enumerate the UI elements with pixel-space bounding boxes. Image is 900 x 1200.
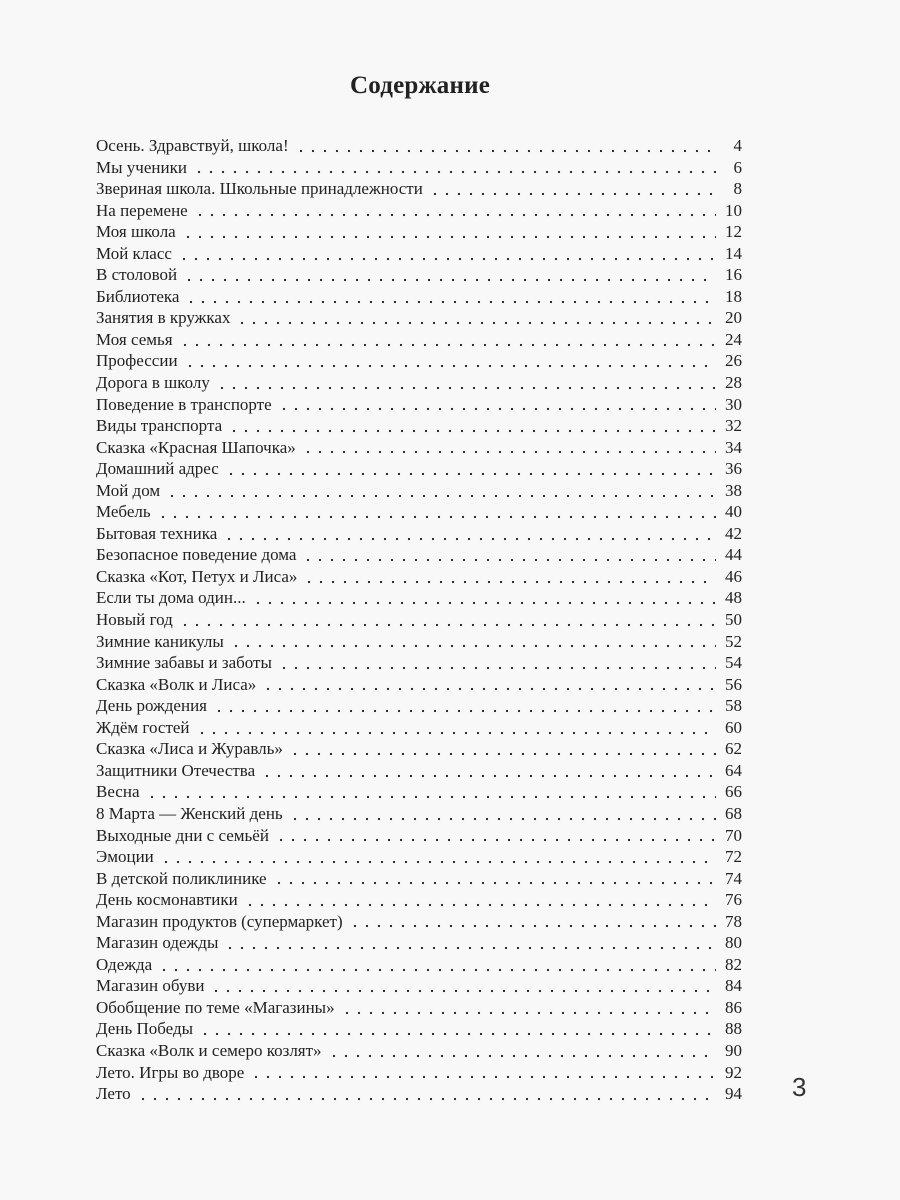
dot-leader (216, 386, 716, 390)
toc-entry[interactable] (96, 566, 742, 588)
toc-entry-page: 76 (725, 890, 742, 910)
toc-entry-title: Магазин обуви (96, 976, 205, 996)
toc-entry-page: 50 (725, 610, 742, 630)
toc-entry-page: 78 (725, 911, 742, 931)
dot-leader (194, 213, 716, 217)
dot-leader (196, 731, 716, 735)
toc-entry-title: Магазин одежды (96, 933, 219, 953)
toc-entry-page: 30 (725, 394, 742, 414)
toc-entry[interactable] (96, 221, 742, 243)
toc-entry-title: Осень. Здравствуй, школа! (96, 136, 289, 155)
toc-entry-title: Лето. Игры во дворе (96, 1062, 245, 1082)
dot-leader (349, 924, 716, 928)
dot-leader (185, 300, 716, 304)
toc-entry[interactable] (96, 307, 742, 329)
toc-entry-page: 42 (725, 523, 742, 543)
toc-entry-page: 74 (725, 868, 742, 888)
toc-entry-title: Звериная школа. Школьные принадлежности (96, 179, 423, 199)
toc-entry[interactable] (96, 889, 742, 911)
toc-entry-page: 6 (733, 157, 742, 177)
toc-entry-title: Моя школа (96, 222, 176, 242)
toc-entry-title: Мой дом (96, 480, 161, 500)
dot-leader (236, 321, 716, 325)
toc-entry-page: 14 (725, 243, 742, 263)
dot-leader (178, 257, 716, 261)
dot-leader (228, 429, 716, 433)
toc-entry[interactable] (96, 135, 742, 157)
toc-entry-title: Магазин продуктов (супермаркет) (96, 911, 343, 931)
toc-entry[interactable] (96, 501, 742, 523)
toc-entry[interactable] (96, 1083, 742, 1105)
dot-leader (230, 644, 716, 648)
toc-entry-title: Мой класс (96, 243, 172, 263)
toc-entry[interactable] (96, 825, 742, 847)
toc-entry-page: 34 (725, 437, 742, 457)
toc-entry-title: Поведение в транспорте (96, 394, 272, 414)
dot-leader (158, 968, 716, 972)
toc-entry-title: Домашний адрес (96, 459, 219, 479)
toc-entry[interactable] (96, 157, 742, 179)
toc-entry-title: Дорога в школу (96, 373, 210, 393)
toc-entry-page: 40 (725, 502, 742, 522)
toc-entry[interactable] (96, 781, 742, 803)
dot-leader (146, 795, 717, 799)
dot-leader (157, 515, 716, 519)
toc-entry-title: Новый год (96, 610, 173, 630)
toc-entry-title: Эмоции (96, 847, 154, 867)
toc-entry-title: Сказка «Волк и семеро козлят» (96, 1040, 322, 1060)
toc-entry[interactable] (96, 997, 742, 1019)
toc-entry-title: Сказка «Лиса и Журавль» (96, 739, 283, 759)
toc-entry[interactable] (96, 350, 742, 372)
toc-entry-title: Ждём гостей (96, 717, 190, 737)
toc-entry-page: 64 (725, 760, 742, 780)
toc-entry-title: Весна (96, 782, 140, 802)
toc-entry-title: Если ты дома один... (96, 588, 246, 608)
page-number: 3 (792, 1072, 807, 1102)
toc-entry-page: 24 (725, 329, 742, 349)
toc-entry-page: 58 (725, 696, 742, 716)
toc-entry[interactable] (96, 200, 742, 222)
toc-entry-title: День космонавтики (96, 890, 238, 910)
toc-entry-title: Сказка «Волк и Лиса» (96, 674, 257, 694)
dot-leader (289, 817, 716, 821)
dot-leader (278, 407, 716, 411)
dot-leader (429, 192, 716, 196)
toc-entry-page: 44 (725, 545, 742, 565)
toc-entry-page: 12 (725, 222, 742, 242)
toc-entry-page: 84 (725, 976, 742, 996)
toc-entry[interactable] (96, 286, 742, 308)
toc-entry[interactable] (96, 544, 742, 566)
toc-entry-title: 8 Марта — Женский день (96, 803, 283, 823)
toc-entry[interactable] (96, 609, 742, 631)
dot-leader (213, 709, 716, 713)
dot-leader (278, 666, 716, 670)
dot-leader (261, 774, 716, 778)
toc-entry[interactable] (96, 523, 742, 545)
toc-entry[interactable] (96, 975, 742, 997)
toc-entry-title: Занятия в кружках (96, 308, 231, 328)
toc-entry-page: 92 (725, 1062, 742, 1082)
dot-leader (184, 364, 716, 368)
toc-entry-page: 32 (725, 416, 742, 436)
toc-entry-title: Мебель (96, 502, 151, 522)
toc-entry-title: В детской поликлинике (96, 868, 267, 888)
toc-entry-title: Одежда (96, 954, 153, 974)
toc-entry[interactable] (96, 932, 742, 954)
toc-entry-page: 52 (725, 631, 742, 651)
toc-entry[interactable] (96, 911, 742, 933)
toc-entry[interactable] (96, 631, 742, 653)
toc-entry-title: Мы ученики (96, 157, 187, 177)
toc-entry-page: 70 (725, 825, 742, 845)
toc-entry-page: 80 (725, 933, 742, 953)
toc-entry-page: 48 (725, 588, 742, 608)
dot-leader (262, 687, 716, 691)
dot-leader (223, 537, 716, 541)
dot-leader (289, 752, 716, 756)
toc-entry-page: 36 (725, 459, 742, 479)
table-of-contents (96, 135, 742, 1105)
toc-entry-title: Зимние забавы и заботы (96, 653, 272, 673)
dot-leader (193, 170, 716, 174)
dot-leader (224, 946, 716, 950)
dot-leader (210, 989, 716, 993)
toc-entry-page: 18 (725, 286, 742, 306)
page-title: Содержание (349, 71, 490, 99)
dot-leader (166, 494, 716, 498)
toc-entry-title: Сказка «Кот, Петух и Лиса» (96, 566, 298, 586)
toc-entry-page: 62 (725, 739, 742, 759)
toc-entry[interactable] (96, 717, 742, 739)
toc-entry[interactable] (96, 738, 742, 760)
toc-entry-title: Лето (96, 1084, 131, 1104)
toc-entry[interactable] (96, 264, 742, 286)
toc-entry-title: В столовой (96, 265, 178, 285)
dot-leader (244, 903, 716, 907)
toc-entry[interactable] (96, 954, 742, 976)
toc-entry[interactable] (96, 437, 742, 459)
toc-entry[interactable] (96, 415, 742, 437)
toc-entry[interactable] (96, 652, 742, 674)
toc-entry-title: Обобщение по теме «Магазины» (96, 997, 335, 1017)
toc-entry[interactable] (96, 803, 742, 825)
dot-leader (252, 601, 716, 605)
toc-entry[interactable] (96, 587, 742, 609)
dot-leader (295, 149, 716, 153)
toc-entry-page: 90 (725, 1040, 742, 1060)
toc-entry[interactable] (96, 1040, 742, 1062)
toc-entry[interactable] (96, 394, 742, 416)
dot-leader (275, 838, 716, 842)
toc-entry-page: 38 (725, 480, 742, 500)
dot-leader (182, 235, 716, 239)
toc-entry-page: 88 (725, 1019, 742, 1039)
toc-entry-page: 66 (725, 782, 742, 802)
toc-entry-page: 28 (725, 373, 742, 393)
toc-entry-title: Моя семья (96, 329, 173, 349)
toc-entry-page: 26 (725, 351, 742, 371)
toc-entry-title: Зимние каникулы (96, 631, 224, 651)
dot-leader (302, 558, 716, 562)
toc-entry[interactable] (96, 372, 742, 394)
toc-entry-title: Профессии (96, 351, 178, 371)
dot-leader (250, 1075, 716, 1079)
dot-leader (302, 450, 716, 454)
toc-entry-page: 16 (725, 265, 742, 285)
toc-entry[interactable] (96, 480, 742, 502)
toc-entry-page: 68 (725, 803, 742, 823)
dot-leader (179, 623, 716, 627)
toc-entry[interactable] (96, 695, 742, 717)
toc-entry-title: Выходные дни с семьёй (96, 825, 269, 845)
toc-entry-title: Сказка «Красная Шапочка» (96, 437, 296, 457)
toc-entry-page: 86 (725, 997, 742, 1017)
toc-entry[interactable] (96, 846, 742, 868)
toc-entry-title: День Победы (96, 1019, 194, 1039)
dot-leader (273, 881, 716, 885)
dot-leader (179, 343, 716, 347)
toc-entry-title: На перемене (96, 200, 188, 220)
toc-entry-page: 54 (725, 653, 742, 673)
toc-entry[interactable] (96, 243, 742, 265)
toc-entry[interactable] (96, 674, 742, 696)
toc-entry-page: 10 (725, 200, 742, 220)
toc-entry[interactable] (96, 1062, 742, 1084)
dot-leader (225, 472, 716, 476)
dot-leader (328, 1054, 716, 1058)
dot-leader (183, 278, 716, 282)
toc-entry-page: 4 (733, 136, 742, 155)
dot-leader (137, 1097, 716, 1101)
toc-entry-page: 94 (725, 1084, 742, 1104)
dot-leader (160, 860, 716, 864)
dot-leader (341, 1011, 716, 1015)
toc-entry-page: 8 (733, 179, 742, 199)
toc-entry[interactable] (96, 760, 742, 782)
toc-entry-title: Бытовая техника (96, 523, 218, 543)
toc-entry[interactable] (96, 1018, 742, 1040)
toc-entry-page: 72 (725, 847, 742, 867)
toc-entry-page: 46 (725, 566, 742, 586)
toc-entry[interactable] (96, 868, 742, 890)
toc-entry[interactable] (96, 458, 742, 480)
dot-leader (303, 580, 716, 584)
toc-entry-title: Защитники Отечества (96, 760, 256, 780)
toc-entry-title: Виды транспорта (96, 416, 223, 436)
toc-entry-title: День рождения (96, 696, 207, 716)
toc-entry[interactable] (96, 329, 742, 351)
toc-entry-page: 82 (725, 954, 742, 974)
toc-entry-page: 56 (725, 674, 742, 694)
toc-entry-title: Библиотека (96, 286, 180, 306)
toc-entry-title: Безопасное поведение дома (96, 545, 297, 565)
toc-entry-page: 20 (725, 308, 742, 328)
toc-entry-page: 60 (725, 717, 742, 737)
dot-leader (199, 1032, 716, 1036)
toc-entry[interactable] (96, 178, 742, 200)
